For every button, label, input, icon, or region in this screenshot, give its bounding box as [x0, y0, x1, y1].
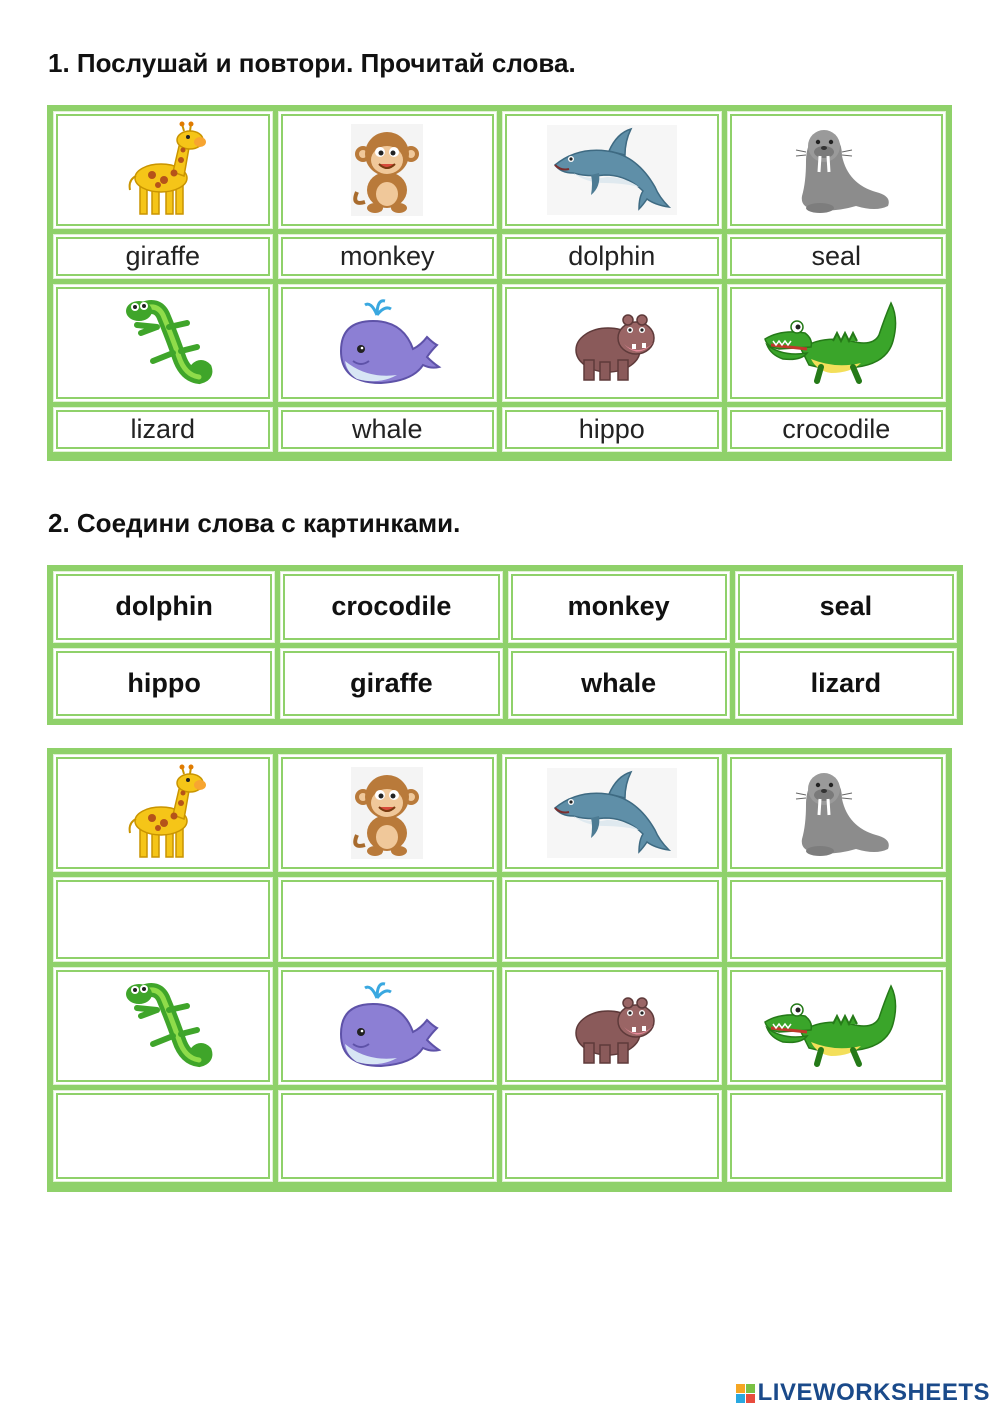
picture-cell — [53, 284, 273, 402]
matching-table — [47, 748, 952, 1192]
word-bank-item[interactable] — [508, 648, 730, 720]
picture-cell — [502, 754, 722, 872]
picture-cell — [53, 967, 273, 1085]
picture-cell — [727, 284, 947, 402]
picture-cell — [278, 967, 498, 1085]
answer-drop-zone[interactable] — [53, 1090, 273, 1182]
picture-cell — [278, 754, 498, 872]
answer-drop-zone[interactable] — [278, 1090, 498, 1182]
word-bank-table — [47, 565, 963, 725]
word-bank-item[interactable] — [53, 571, 275, 643]
word-bank-item[interactable] — [280, 571, 502, 643]
hippo-icon — [562, 981, 662, 1071]
section1-title: 1. Послушай и повтори. Прочитай слова. — [48, 48, 576, 78]
giraffe-icon — [118, 120, 208, 220]
picture-cell — [727, 967, 947, 1085]
answer-drop-zone[interactable] — [53, 877, 273, 962]
hippo-icon — [562, 298, 662, 388]
word-bank-text: crocodile — [331, 591, 452, 622]
crocodile-icon — [761, 978, 911, 1074]
giraffe-icon — [118, 763, 208, 863]
word-bank-text: seal — [819, 591, 873, 622]
word-label: lizard — [130, 414, 196, 444]
word-label-cell — [278, 407, 498, 452]
word-label: giraffe — [125, 241, 201, 271]
word-label-cell — [502, 234, 722, 279]
answer-drop-zone[interactable] — [727, 877, 947, 962]
picture-cell — [502, 284, 722, 402]
picture-cell — [53, 754, 273, 872]
word-bank-text: giraffe — [350, 667, 433, 698]
word-label-cell — [502, 407, 722, 452]
monkey-icon — [347, 765, 427, 861]
word-label: crocodile — [782, 414, 891, 444]
whale-icon — [327, 978, 447, 1074]
whale-icon — [327, 295, 447, 391]
word-bank-text: dolphin — [115, 591, 213, 622]
picture-cell — [278, 284, 498, 402]
word-label: whale — [351, 414, 423, 444]
logo-mark-icon — [736, 1384, 755, 1403]
word-bank-text: hippo — [127, 667, 201, 698]
section2-title: 2. Соедини слова с картинками. — [48, 508, 461, 538]
dolphin-icon — [547, 768, 677, 858]
word-bank-text: whale — [581, 667, 657, 698]
word-bank-item[interactable] — [735, 571, 957, 643]
picture-cell — [53, 111, 273, 229]
answer-drop-zone[interactable] — [278, 877, 498, 962]
word-bank-item[interactable] — [508, 571, 730, 643]
word-label-cell — [727, 407, 947, 452]
word-label-cell — [53, 407, 273, 452]
word-label: seal — [811, 241, 862, 271]
picture-cell — [502, 967, 722, 1085]
brand-name: LIVEWORKSHEETS — [757, 1379, 990, 1406]
picture-cell — [727, 754, 947, 872]
picture-cell — [502, 111, 722, 229]
monkey-icon — [347, 122, 427, 218]
lizard-icon — [113, 295, 213, 391]
answer-drop-zone[interactable] — [727, 1090, 947, 1182]
word-label: dolphin — [568, 241, 656, 271]
picture-cell — [727, 111, 947, 229]
seal-icon — [776, 122, 896, 218]
liveworksheets-logo[interactable] — [736, 1379, 990, 1407]
word-label-cell — [278, 234, 498, 279]
answer-drop-zone[interactable] — [502, 877, 722, 962]
word-label: monkey — [339, 241, 435, 271]
word-label-cell — [53, 234, 273, 279]
word-bank-item[interactable] — [735, 648, 957, 720]
word-bank-text: monkey — [567, 591, 670, 622]
word-label-cell — [727, 234, 947, 279]
seal-icon — [776, 765, 896, 861]
word-label: hippo — [578, 414, 645, 444]
crocodile-icon — [761, 295, 911, 391]
lizard-icon — [113, 978, 213, 1074]
picture-cell — [278, 111, 498, 229]
dolphin-icon — [547, 125, 677, 215]
word-bank-item[interactable] — [53, 648, 275, 720]
vocabulary-table — [47, 105, 952, 461]
word-bank-item[interactable] — [280, 648, 502, 720]
answer-drop-zone[interactable] — [502, 1090, 722, 1182]
word-bank-text: lizard — [810, 667, 882, 698]
